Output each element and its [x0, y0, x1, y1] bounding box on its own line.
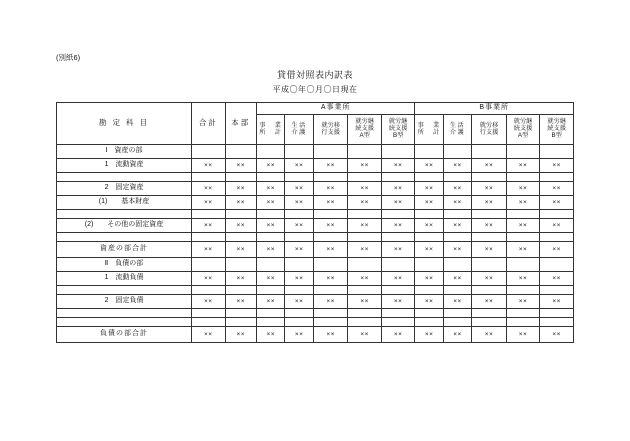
table-cell-value: [285, 145, 313, 159]
table-cell-value: [506, 173, 540, 182]
table-row: [57, 327, 574, 343]
table-cell-value: ××: [192, 327, 226, 343]
table-cell-value: [381, 145, 415, 159]
table-cell-value: [540, 145, 574, 159]
table-cell-value: ××: [257, 219, 285, 233]
table-cell-value: ××: [348, 272, 382, 286]
table-cell-value: [348, 258, 382, 272]
row-section-label: Ⅱ 負債の部: [57, 258, 192, 272]
table-cell-value: [348, 309, 382, 318]
table-cell-value: [381, 286, 415, 295]
table-cell-value: [313, 210, 348, 219]
table-cell-value: ××: [313, 327, 348, 343]
row-total-label: 負債の部合計: [57, 327, 192, 343]
table-cell-value: ××: [472, 272, 507, 286]
table-cell-value: ××: [348, 159, 382, 173]
table-cell-value: ××: [348, 196, 382, 210]
table-cell-value: [506, 318, 540, 327]
table-row: [57, 196, 574, 210]
table-cell-value: ××: [192, 219, 226, 233]
table-row: [57, 145, 574, 159]
table-row: [57, 286, 574, 295]
table-cell-value: ××: [192, 272, 226, 286]
table-cell-value: ××: [443, 327, 471, 343]
table-cell-value: [415, 173, 443, 182]
table-cell-value: ××: [472, 242, 507, 258]
row-item-label: 1 流動資産: [57, 159, 192, 173]
table-cell-value: ××: [381, 295, 415, 309]
table-cell-value: [472, 258, 507, 272]
table-cell-value: [415, 286, 443, 295]
table-cell-value: ××: [506, 219, 540, 233]
table-cell-value: [472, 286, 507, 295]
table-cell-value: [192, 318, 226, 327]
table-cell-value: [506, 233, 540, 242]
table-cell-value: [348, 286, 382, 295]
table-cell-value: ××: [225, 295, 256, 309]
table-cell-value: ××: [257, 159, 285, 173]
table-cell-value: ××: [381, 196, 415, 210]
table-cell-value: [192, 258, 226, 272]
table-row: [57, 295, 574, 309]
row-spacer: [57, 286, 192, 295]
table-body: [57, 145, 574, 343]
table-cell-value: [506, 145, 540, 159]
table-cell-value: ××: [257, 327, 285, 343]
table-cell-value: [381, 318, 415, 327]
table-cell-value: ××: [225, 327, 256, 343]
table-cell-value: [225, 309, 256, 318]
table-cell-value: [257, 258, 285, 272]
table-cell-value: [313, 309, 348, 318]
table-cell-value: [472, 210, 507, 219]
table-cell-value: ××: [313, 242, 348, 258]
header-head-office: 本部: [225, 103, 256, 145]
table-cell-value: ××: [472, 196, 507, 210]
table-cell-value: ××: [415, 327, 443, 343]
table-cell-value: [506, 210, 540, 219]
table-cell-value: ××: [192, 295, 226, 309]
table-row: [57, 309, 574, 318]
table-row: [57, 272, 574, 286]
table-row: [57, 233, 574, 242]
table-cell-value: [192, 233, 226, 242]
table-row: [57, 182, 574, 196]
table-cell-value: [225, 258, 256, 272]
table-cell-value: [257, 173, 285, 182]
table-cell-value: [443, 173, 471, 182]
table-cell-value: [443, 318, 471, 327]
table-cell-value: ××: [506, 327, 540, 343]
table-cell-value: [285, 286, 313, 295]
table-cell-value: [443, 258, 471, 272]
table-cell-value: ××: [381, 272, 415, 286]
table-cell-value: [285, 318, 313, 327]
table-cell-value: [225, 145, 256, 159]
table-cell-value: ××: [506, 196, 540, 210]
table-row: [57, 210, 574, 219]
table-cell-value: [313, 145, 348, 159]
table-cell-value: ××: [381, 242, 415, 258]
table-row: [57, 159, 574, 173]
table-cell-value: ××: [348, 219, 382, 233]
table-cell-value: ××: [381, 327, 415, 343]
table-cell-value: [472, 173, 507, 182]
header-a-office-total: 事 業 所 計: [257, 115, 285, 145]
table-cell-value: ××: [443, 219, 471, 233]
table-cell-value: [285, 210, 313, 219]
header-total: 合計: [192, 103, 226, 145]
table-cell-value: ××: [285, 295, 313, 309]
table-cell-value: [415, 233, 443, 242]
table-cell-value: ××: [472, 219, 507, 233]
table-cell-value: [506, 309, 540, 318]
table-cell-value: ××: [381, 219, 415, 233]
table-cell-value: [313, 258, 348, 272]
table-cell-value: ××: [415, 159, 443, 173]
document-date-subtitle: 平成〇年〇月〇日現在: [272, 85, 358, 94]
table-cell-value: ××: [472, 182, 507, 196]
table-cell-value: ××: [313, 272, 348, 286]
table-cell-value: ××: [540, 272, 574, 286]
table-cell-value: [415, 145, 443, 159]
form-number-label: (別紙6): [56, 53, 81, 62]
table-cell-value: ××: [285, 196, 313, 210]
table-cell-value: ××: [257, 196, 285, 210]
table-cell-value: ××: [225, 272, 256, 286]
table-cell-value: [257, 145, 285, 159]
table-cell-value: [285, 258, 313, 272]
table-cell-value: ××: [540, 327, 574, 343]
table-cell-value: [381, 210, 415, 219]
table-cell-value: [257, 318, 285, 327]
row-item-label: 2 固定負債: [57, 295, 192, 309]
header-b-continuous-support-b: 就労継 続支援 B型: [540, 115, 574, 145]
table-cell-value: ××: [443, 159, 471, 173]
table-cell-value: [415, 210, 443, 219]
table-cell-value: [443, 210, 471, 219]
header-b-office-total: 事 業 所 計: [415, 115, 443, 145]
table-cell-value: [285, 173, 313, 182]
table-cell-value: ××: [192, 182, 226, 196]
document-title: 貸借対照表内訳表: [276, 70, 353, 80]
table-cell-value: [348, 318, 382, 327]
row-section-label: Ⅰ 資産の部: [57, 145, 192, 159]
table-cell-value: [506, 258, 540, 272]
table-cell-value: [415, 309, 443, 318]
table-cell-value: [443, 309, 471, 318]
table-cell-value: ××: [348, 242, 382, 258]
table-cell-value: [540, 286, 574, 295]
table-cell-value: ××: [415, 295, 443, 309]
table-cell-value: ××: [415, 242, 443, 258]
table-cell-value: ××: [381, 182, 415, 196]
table-cell-value: [257, 286, 285, 295]
header-a-continuous-support-a: 就労継 続支援 A型: [348, 115, 382, 145]
table-cell-value: ××: [192, 242, 226, 258]
table-cell-value: [257, 233, 285, 242]
row-item-label: (2) その他の固定資産: [57, 219, 192, 233]
row-spacer: [57, 318, 192, 327]
table-cell-value: ××: [540, 295, 574, 309]
table-cell-value: ××: [415, 182, 443, 196]
table-cell-value: ××: [257, 295, 285, 309]
header-a-continuous-support-b: 就労継 続支援 B型: [381, 115, 415, 145]
table-cell-value: ××: [506, 242, 540, 258]
row-total-label: 資産の部合計: [57, 242, 192, 258]
table-cell-value: [313, 286, 348, 295]
table-cell-value: [225, 318, 256, 327]
table-cell-value: [381, 173, 415, 182]
table-cell-value: ××: [285, 159, 313, 173]
row-item-label: 2 固定資産: [57, 182, 192, 196]
table-cell-value: [348, 210, 382, 219]
table-cell-value: ××: [285, 272, 313, 286]
table-row: [57, 173, 574, 182]
table-cell-value: ××: [415, 272, 443, 286]
table-cell-value: ××: [257, 272, 285, 286]
table-cell-value: ××: [415, 219, 443, 233]
table-cell-value: ××: [443, 272, 471, 286]
row-spacer: [57, 210, 192, 219]
table-cell-value: [381, 309, 415, 318]
table-cell-value: ××: [285, 219, 313, 233]
table-cell-value: [348, 145, 382, 159]
table-cell-value: ××: [192, 196, 226, 210]
table-cell-value: [192, 210, 226, 219]
table-cell-value: ××: [540, 159, 574, 173]
table-cell-value: ××: [313, 159, 348, 173]
row-spacer: [57, 173, 192, 182]
table-cell-value: [472, 233, 507, 242]
table-cell-value: [506, 286, 540, 295]
table-cell-value: [192, 309, 226, 318]
table-cell-value: [443, 286, 471, 295]
table-cell-value: [472, 145, 507, 159]
table-cell-value: [225, 173, 256, 182]
table-cell-value: ××: [415, 196, 443, 210]
table-cell-value: [415, 258, 443, 272]
header-a-employment-transition: 就労移 行支援: [313, 115, 348, 145]
table-row: [57, 242, 574, 258]
table-cell-value: ××: [443, 182, 471, 196]
table-cell-value: [443, 145, 471, 159]
row-spacer: [57, 233, 192, 242]
table-cell-value: [313, 233, 348, 242]
table-cell-value: [192, 286, 226, 295]
table-cell-value: [225, 233, 256, 242]
table-cell-value: [192, 145, 226, 159]
table-row: [57, 258, 574, 272]
balance-sheet-breakdown-table: [56, 102, 574, 343]
table-cell-value: [540, 309, 574, 318]
table-cell-value: ××: [225, 182, 256, 196]
table-cell-value: ××: [225, 159, 256, 173]
table-cell-value: ××: [443, 196, 471, 210]
table-cell-value: ××: [506, 182, 540, 196]
table-cell-value: ××: [472, 327, 507, 343]
table-cell-value: [381, 233, 415, 242]
table-header-group-row: [57, 103, 574, 115]
table-cell-value: ××: [443, 242, 471, 258]
row-item-label: (1) 基本財産: [57, 196, 192, 210]
header-group-office-b: B事業所: [415, 103, 574, 115]
table-cell-value: [313, 173, 348, 182]
table-cell-value: [472, 318, 507, 327]
table-cell-value: ××: [225, 196, 256, 210]
table-cell-value: ××: [540, 196, 574, 210]
table-cell-value: ××: [313, 295, 348, 309]
table-cell-value: ××: [313, 196, 348, 210]
table-cell-value: ××: [225, 242, 256, 258]
table-cell-value: ××: [257, 242, 285, 258]
header-b-employment-transition: 就労移 行支援: [472, 115, 507, 145]
table-cell-value: ××: [540, 219, 574, 233]
table-cell-value: [257, 210, 285, 219]
header-b-life-care: 生活 介護: [443, 115, 471, 145]
table-cell-value: [285, 309, 313, 318]
table-cell-value: ××: [381, 159, 415, 173]
table-cell-value: [313, 318, 348, 327]
table-cell-value: [540, 173, 574, 182]
table-cell-value: ××: [506, 159, 540, 173]
table-cell-value: ××: [472, 295, 507, 309]
table-cell-value: ××: [540, 182, 574, 196]
table-cell-value: [540, 233, 574, 242]
table-cell-value: [225, 210, 256, 219]
table-cell-value: ××: [540, 242, 574, 258]
table-cell-value: ××: [348, 182, 382, 196]
row-item-label: 1 流動負債: [57, 272, 192, 286]
table-cell-value: [348, 173, 382, 182]
table-cell-value: ××: [506, 295, 540, 309]
table-cell-value: ××: [348, 327, 382, 343]
table-cell-value: [225, 286, 256, 295]
table-cell-value: ××: [472, 159, 507, 173]
header-group-office-a: A事業所: [257, 103, 415, 115]
table-cell-value: [415, 318, 443, 327]
table-cell-value: [540, 318, 574, 327]
table-cell-value: ××: [192, 159, 226, 173]
table-row: [57, 219, 574, 233]
table-cell-value: ××: [257, 182, 285, 196]
table-cell-value: [540, 258, 574, 272]
table-cell-value: ××: [348, 295, 382, 309]
table-cell-value: ××: [285, 242, 313, 258]
table-cell-value: [540, 210, 574, 219]
table-cell-value: [348, 233, 382, 242]
table-cell-value: [443, 233, 471, 242]
table-row: [57, 318, 574, 327]
header-account-item: 勘 定 科 目: [57, 103, 192, 145]
table-cell-value: ××: [225, 219, 256, 233]
row-spacer: [57, 309, 192, 318]
table-cell-value: [192, 173, 226, 182]
header-a-life-care: 生活 介護: [285, 115, 313, 145]
table-cell-value: ××: [443, 295, 471, 309]
table-cell-value: [257, 309, 285, 318]
header-b-continuous-support-a: 就労継 続支援 A型: [506, 115, 540, 145]
table-cell-value: ××: [313, 219, 348, 233]
table-cell-value: [285, 233, 313, 242]
table-cell-value: [381, 258, 415, 272]
table-cell-value: ××: [506, 272, 540, 286]
table-cell-value: ××: [285, 327, 313, 343]
table-cell-value: ××: [285, 182, 313, 196]
table-cell-value: ××: [313, 182, 348, 196]
table-cell-value: [472, 309, 507, 318]
